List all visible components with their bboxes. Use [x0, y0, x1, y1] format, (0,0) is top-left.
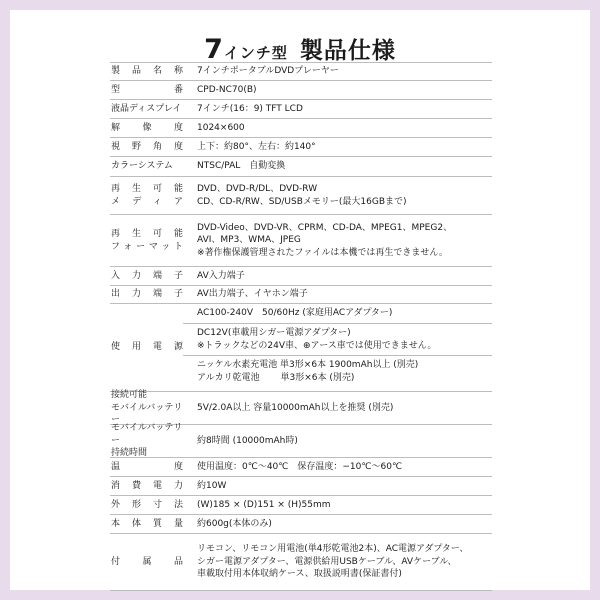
spec-value-text: 約10W: [197, 480, 227, 491]
spec-label-text: 本体質量: [111, 518, 183, 529]
spec-row: [110, 304, 492, 392]
spec-label: [110, 138, 183, 156]
spec-value-text: NTSC/PAL 自動変換: [197, 161, 286, 172]
spec-value-text: 7インチ(16：9) TFT LCD: [197, 103, 303, 114]
spec-label-text: 消費電力: [111, 480, 183, 491]
spec-value: [183, 100, 492, 118]
spec-label: [110, 215, 183, 266]
page-title: [10, 32, 590, 65]
spec-value-text: 上下：約80°、左右：約140°: [197, 141, 316, 152]
spec-label-text: 視野角度: [111, 141, 183, 152]
spec-value: [183, 119, 492, 137]
spec-row: [110, 392, 492, 425]
spec-label: [110, 477, 183, 495]
spec-value: [183, 157, 492, 176]
spec-value-text: シガー電源アダプター、電源供給用USBケーブル、AVケーブル、: [197, 556, 457, 567]
spec-value-text: 7インチポータブルDVDプレーヤー: [197, 66, 339, 77]
spec-label: [110, 157, 183, 176]
spec-value-text: ニッケル水素充電池 単3形×6本 1900mAh以上 (別売): [197, 360, 419, 370]
spec-value-text: アルカリ乾電池 単3形×6本 (別売): [197, 372, 355, 383]
spec-row: [110, 534, 492, 591]
spec-row: [110, 267, 492, 286]
spec-label-text: 使用電源: [111, 342, 183, 353]
spec-value: [183, 496, 492, 514]
spec-row: [110, 100, 492, 119]
spec-value: [183, 215, 492, 266]
spec-label-text: メディア: [111, 196, 183, 207]
spec-label: [110, 496, 183, 514]
title-number: 7: [204, 34, 224, 65]
spec-value-text: CD、CD-R/RW、SD/USBメモリー(最大16GBまで): [197, 196, 407, 207]
spec-row: [110, 515, 492, 534]
spec-label: [110, 515, 183, 533]
spec-label: [110, 100, 183, 118]
spec-value: [183, 534, 492, 590]
spec-table: [110, 62, 492, 591]
spec-row: [110, 286, 492, 304]
spec-value: [183, 477, 492, 495]
spec-label-text: 付属品: [111, 556, 183, 567]
spec-value: [183, 177, 492, 214]
spec-sub-value: [183, 323, 492, 355]
title-size-label: インチ型: [223, 44, 288, 62]
spec-label-text: 入力端子: [111, 270, 183, 281]
spec-label: [110, 81, 183, 99]
spec-row: [110, 458, 492, 477]
spec-label-text: 再生可能: [111, 184, 183, 194]
spec-label-text: 型番: [111, 84, 183, 95]
spec-value: [183, 458, 492, 476]
spec-value-text: ※著作権保護管理されたファイルは本機では再生できません。: [197, 247, 448, 258]
spec-label-text: 解像度: [111, 122, 183, 133]
spec-label: [110, 458, 183, 476]
spec-value: [183, 304, 492, 391]
spec-value: [183, 515, 492, 533]
spec-row: [110, 119, 492, 138]
spec-label: [110, 286, 183, 303]
spec-value-text: 1024×600: [197, 122, 245, 133]
spec-row: [110, 496, 492, 515]
spec-label-text: 外形寸法: [111, 499, 183, 510]
spec-label-text: 再生可能: [111, 229, 183, 239]
spec-value-text: 使用温度：0℃～40℃ 保存温度：−10℃～60℃: [197, 461, 403, 472]
spec-value-text: リモコン、リモコン用電池(単4形乾電池2本)、AC電源アダプター、: [197, 544, 469, 555]
spec-value-text: 5V/2.0A以上 容量10000mAh以上を推奨 (別売): [197, 402, 394, 413]
spec-label-text: 温度: [111, 461, 183, 472]
spec-label-text: 持続時間: [111, 448, 148, 459]
spec-value: [183, 138, 492, 156]
spec-value-text: (W)185 × (D)151 × (H)55mm: [197, 499, 331, 510]
spec-label: [110, 392, 183, 424]
spec-row: [110, 81, 492, 100]
spec-row: [110, 477, 492, 496]
spec-label: [110, 63, 183, 80]
spec-value-text: DC12V(車載用シガー電源アダプター): [197, 328, 351, 338]
spec-value-text: 約8時間 (10000mAh時): [197, 435, 298, 446]
spec-value-text: AVI、MP3、WMA、JPEG: [197, 235, 301, 246]
spec-value-text: AV入力端子: [197, 270, 245, 281]
spec-value-text: AC100-240V 50/60Hz (家庭用ACアダプター): [197, 308, 393, 319]
spec-row: [110, 425, 492, 458]
spec-label-text: モバイルバッテリー: [111, 402, 183, 426]
spec-row: [110, 215, 492, 267]
spec-value: [183, 81, 492, 99]
spec-label-text: 液晶ディスプレイ: [111, 103, 182, 114]
spec-value-text: CPD-NC70(B): [197, 84, 257, 95]
spec-label: [110, 267, 183, 285]
spec-value: [183, 286, 492, 303]
spec-sub-value: [183, 304, 492, 323]
title-main: 製品仕様: [299, 38, 396, 64]
spec-row: [110, 177, 492, 215]
spec-label: [110, 425, 183, 457]
spec-value: [183, 392, 492, 424]
spec-label-text: カラーシステム: [111, 161, 173, 172]
spec-row: [110, 157, 492, 177]
spec-label: [110, 177, 183, 214]
spec-value-text: DVD、DVD-R/DL、DVD-RW: [197, 184, 318, 194]
spec-row: [110, 62, 492, 81]
spec-label: [110, 304, 183, 391]
spec-label-text: フォーマット: [111, 241, 183, 252]
spec-label-text: 接続可能: [111, 390, 148, 401]
spec-value: [183, 267, 492, 285]
spec-label-text: 製品名称: [111, 66, 183, 77]
spec-label: [110, 534, 183, 590]
spec-value-text: 約600g(本体のみ): [197, 518, 272, 529]
spec-value-text: ※トラックなどの24V車、⊕アース車では使用できません。: [197, 340, 437, 351]
spec-value-text: DVD-Video、DVD-VR、CPRM、CD-DA、MPEG1、MPEG2、: [197, 222, 453, 233]
spec-value: [183, 63, 492, 80]
spec-label-text: モバイルバッテリー: [111, 423, 183, 446]
spec-value-text: 車載取付用本体収納ケース、取扱説明書(保証書付): [197, 569, 402, 580]
spec-sub-value: [183, 355, 492, 387]
spec-value-text: AV出力端子、イヤホン端子: [197, 289, 308, 300]
spec-label: [110, 119, 183, 137]
spec-value: [183, 425, 492, 457]
spec-label-text: 出力端子: [111, 289, 183, 300]
spec-row: [110, 138, 492, 157]
